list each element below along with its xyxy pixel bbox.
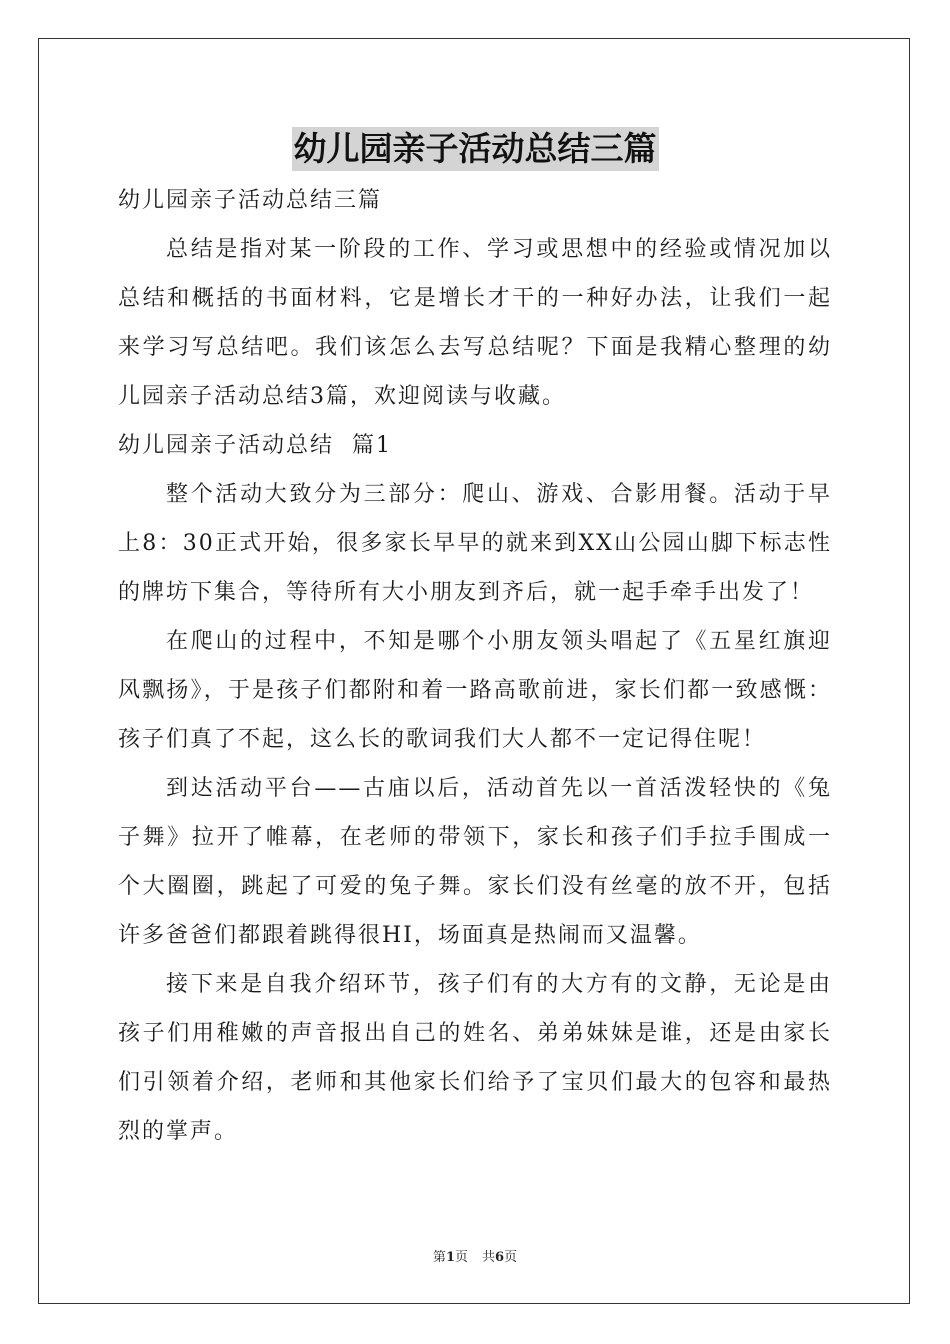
page-total	[482, 1250, 517, 1265]
total-suffix: 页	[504, 1250, 518, 1265]
page-suffix: 页	[454, 1250, 468, 1265]
total-pages: 6	[495, 1250, 505, 1265]
paragraph: 整个活动大致分为三部分：爬山、游戏、合影用餐。活动于早上8：30正式开始，很多家长早早的就来到XX山公园山脚下标志性的牌坊下集合，等待所有大小朋友到齐后，就一起手牵手出发了！	[118, 482, 832, 605]
paragraph: 接下来是自我介绍环节，孩子们有的大方有的文静，无论是由孩子们用稚嫩的声音报出自己的姓名、弟弟妹妹是谁，还是由家长们引领着介绍，老师和其他家长们给予了宝贝们最大的包容和最热烈的掌声。	[118, 972, 832, 1144]
title-container	[0, 127, 950, 171]
paragraph: 总结是指对某一阶段的工作、学习或思想中的经验或情况加以总结和概括的书面材料，它是增长才干的一种好办法，让我们一起来学习写总结吧。我们该怎么去写总结呢？下面是我精心整理的幼儿园亲子活动总结3篇，欢迎阅读与收藏。	[118, 237, 832, 409]
page-footer	[0, 1246, 950, 1265]
current-page: 1	[445, 1250, 455, 1265]
total-prefix: 共	[482, 1250, 496, 1265]
page-prefix: 第	[432, 1250, 446, 1265]
page-number	[433, 1250, 468, 1265]
paragraph: 到达活动平台——古庙以后，活动首先以一首活泼轻快的《兔子舞》拉开了帷幕，在老师的带领下，家长和孩子们手拉手围成一个大圈圈，跳起了可爱的兔子舞。家长们没有丝毫的放不开，包括许多爸爸们都跟着跳得很HI，场面真是热闹而又温馨。	[118, 776, 832, 948]
document-title: 幼儿园亲子活动总结三篇	[292, 127, 659, 171]
paragraph: 幼儿园亲子活动总结三篇	[118, 188, 383, 213]
paragraph: 在爬山的过程中，不知是哪个小朋友领头唱起了《五星红旗迎风飘扬》，于是孩子们都附和着一路高歌前进，家长们都一致感慨：孩子们真了不起，这么长的歌词我们大人都不一定记得住呢！	[118, 629, 832, 752]
document-body	[118, 176, 832, 1156]
section-heading: 幼儿园亲子活动总结 篇1	[118, 433, 392, 458]
